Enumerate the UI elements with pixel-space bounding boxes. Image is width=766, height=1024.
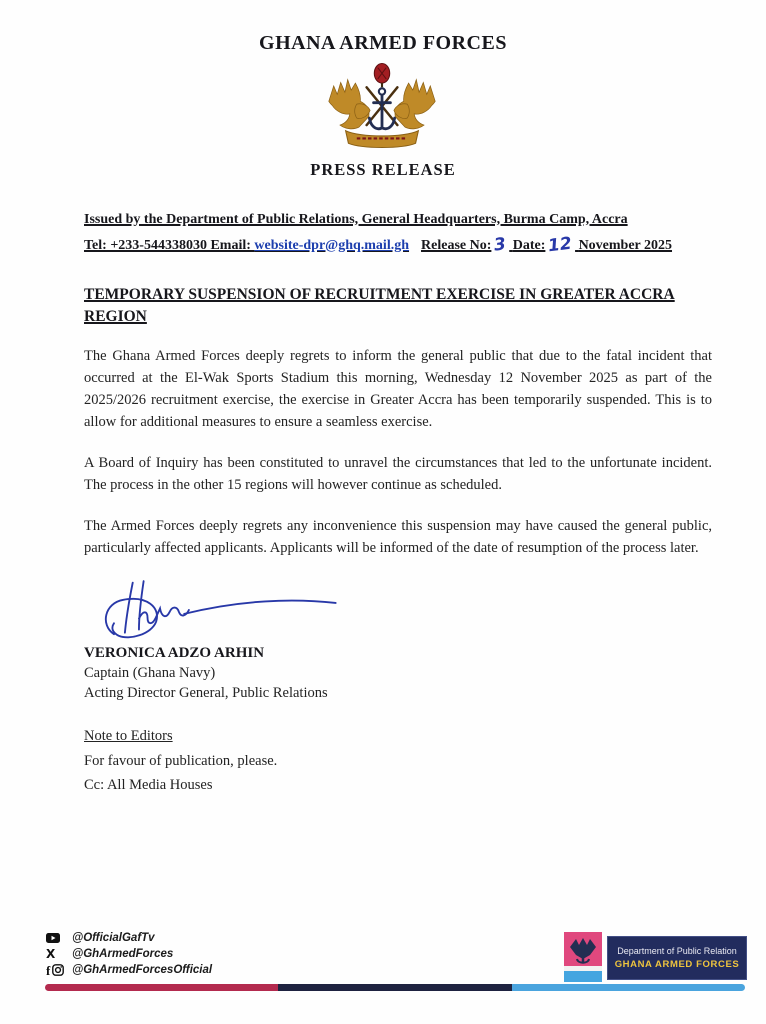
date-month-year: November 2025	[578, 238, 673, 253]
paragraph-2: A Board of Inquiry has been constituted to unravel the circumstances that led to the unfortunate incident. The process in the other 15 regions will however continue as scheduled.	[84, 455, 712, 493]
handwritten-date-day: 12	[547, 233, 574, 257]
contact-line	[84, 233, 708, 257]
facebook-instagram-handle: @GhArmedForcesOfficial	[72, 964, 213, 976]
editors-note-line2: Cc: All Media Houses	[84, 777, 213, 793]
social-row-x[interactable]	[46, 946, 212, 962]
issued-by-line: Issued by the Department of Public Relations, General Headquarters, Burma Camp, Accra	[84, 212, 628, 227]
stripe-navy-segment	[278, 984, 511, 991]
signatory-rank: Captain (Ghana Navy)	[84, 665, 216, 681]
department-badge-plate	[607, 936, 747, 980]
footer-stripe	[45, 984, 745, 991]
editors-note-line1: For favour of publication, please.	[84, 752, 278, 769]
gaf-crest-icon	[326, 60, 438, 158]
date-label: Date:	[512, 238, 546, 253]
youtube-handle: @OfficialGafTv	[72, 932, 155, 944]
release-headline: TEMPORARY SUSPENSION OF RECRUITMENT EXERCISE IN GREATER ACCRA REGION	[84, 286, 675, 325]
stripe-red-segment	[45, 984, 278, 991]
gaf-mini-crest-icon	[564, 932, 602, 982]
paragraph-1: The Ghana Armed Forces deeply regrets to inform the general public that due to the fatal incident that occurred at the El-Wak Sports Stadium this morning, Wednesday 12 November 2025 as part of the 2025/2026 recruitment exercise, the exercise in Greater Accra has been temporarily suspended. This is to allow for additional measures to ensure a seamless exercise.	[84, 348, 712, 430]
stripe-blue-segment	[512, 984, 745, 991]
signatory-name: VERONICA ADZO ARHIN	[84, 645, 265, 661]
youtube-icon	[46, 933, 60, 943]
signatory-block	[84, 643, 328, 703]
page-title: GHANA ARMED FORCES	[259, 32, 507, 54]
badge-org-label: GHANA ARMED FORCES	[614, 959, 740, 970]
paragraph-3: The Armed Forces deeply regrets any inconvenience this suspension may have caused the general public, particularly affected applicants. Applicants will be informed of the date of resumption of the process later.	[84, 518, 712, 556]
social-handles	[46, 930, 212, 978]
social-row-facebook-instagram[interactable]	[46, 962, 212, 978]
release-body	[84, 345, 712, 559]
tel-email-label: Tel: +233-544338030 Email:	[84, 238, 255, 253]
x-handle: @GhArmedForces	[72, 948, 174, 960]
instagram-icon	[52, 964, 64, 976]
editors-note	[84, 724, 277, 798]
badge-department-label: Department of Public Relation	[617, 946, 737, 956]
doc-type-label: PRESS RELEASE	[310, 160, 456, 179]
social-row-youtube[interactable]	[46, 930, 212, 946]
handwritten-release-no: 3	[493, 234, 508, 256]
signatory-title: Acting Director General, Public Relations	[84, 685, 328, 701]
editors-note-heading: Note to Editors	[84, 728, 173, 744]
release-meta	[84, 210, 708, 262]
facebook-icon: f	[46, 962, 51, 978]
department-badge	[564, 932, 747, 982]
email-link[interactable]: website-dpr@ghq.mail.gh	[254, 238, 410, 253]
x-icon: X	[46, 947, 56, 961]
release-no-label: Release No:	[421, 238, 492, 253]
handwritten-signature	[92, 578, 342, 642]
